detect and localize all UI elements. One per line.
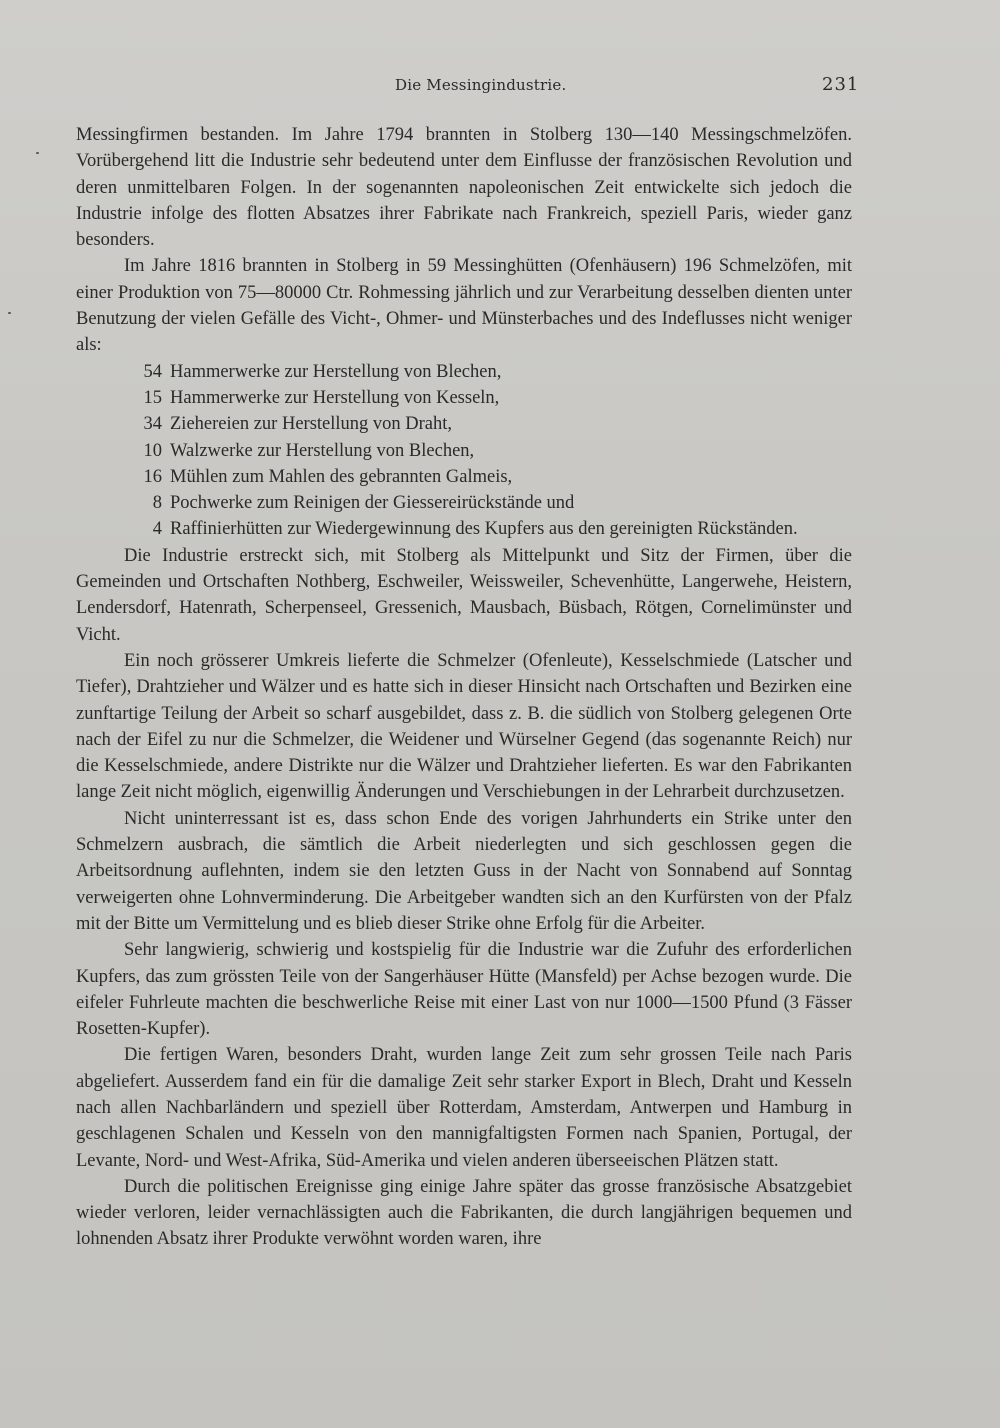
list-item-count: 8 xyxy=(152,493,162,514)
list-item xyxy=(76,385,852,411)
list-item xyxy=(76,359,852,385)
works-list xyxy=(76,359,852,543)
list-item-count: 10 xyxy=(143,440,162,461)
list-item xyxy=(76,490,852,516)
list-item-count: 4 xyxy=(152,519,162,540)
running-title: Die Messingindustrie. xyxy=(395,76,567,94)
list-item-text: Hammerwerke zur Herstellung von Kesseln, xyxy=(170,387,500,408)
list-item-text: Pochwerke zum Reinigen der Giessereirückstände und xyxy=(170,493,575,514)
list-item-count: 15 xyxy=(143,387,162,408)
paragraph: Die Industrie erstreckt sich, mit Stolberg als Mittelpunkt und Sitz der Firmen, über die Gemeinden und Ortschaften Nothberg, Eschweiler, Weissweiler, Schevenhütte, Langerwehe, Heistern, Lendersdorf, Hatenrath, Scherpenseel, Gressenich, Mausbach, Büsbach, Rötgen, Cornelimünster und Vicht. xyxy=(76,545,852,645)
list-item xyxy=(76,464,852,490)
body-text xyxy=(76,122,852,1253)
list-item-count: 34 xyxy=(143,414,162,435)
list-item xyxy=(76,438,852,464)
paragraph: Messingfirmen bestanden. Im Jahre 1794 brannten in Stolberg 130—140 Messingschmelzöfen. Vorübergehend litt die Industrie sehr bedeutend unter dem Einflusse der französischen Revolution und deren unmittelbaren Folgen. In der sogenannten napoleonischen Zeit entwickelte sich jedoch die Industrie infolge des flotten Absatzes ihrer Fabrikate nach Frankreich, speziell Paris, wieder ganz besonders. xyxy=(76,125,852,251)
list-item-text: Hammerwerke zur Herstellung von Blechen, xyxy=(170,361,502,382)
list-item xyxy=(76,411,852,437)
print-speck xyxy=(8,312,11,314)
paragraph: Nicht uninterressant ist es, dass schon Ende des vorigen Jahrhunderts ein Strike unter den Schmelzern ausbrach, die sämtlich die Arbeit niederlegten und sich geschlossen gegen die Arbeitsordnung auflehnten, indem sie den letzten Guss in der Nacht von Sonnabend auf Sonntag verweigerten ohne Lohnverminderung. Die Arbeitgeber wandten sich an den Kurfürsten von der Pfalz mit der Bitte um Vermittelung und es blieb dieser Strike ohne Erfolg für die Arbeiter. xyxy=(76,808,852,934)
list-item-count: 16 xyxy=(143,466,162,487)
list-item xyxy=(76,516,852,542)
paragraph: Ein noch grösserer Umkreis lieferte die Schmelzer (Ofenleute), Kesselschmiede (Latscher und Tiefer), Drahtzieher und Wälzer und es hatte sich in dieser Hinsicht nach Ortschaften und Bezirken eine zunftartige Teilung der Arbeit so scharf ausgebildet, dass z. B. die südlich von Stolberg gelegenen Orte nach der Eifel zu nur die Schmelzer, die Weidener und Würselner Gegend (das sogenannte Reich) nur die Kesselschmiede, andere Distrikte nur die Wälzer und Drahtzieher lieferten. Es war den Fabrikanten lange Zeit nicht möglich, eigenwillig Änderungen und Verschiebungen in der Lehrarbeit durchzusetzen. xyxy=(76,650,852,803)
list-item-text: Raffinierhütten zur Wiedergewinnung des Kupfers aus den gereinigten Rückständen. xyxy=(170,519,798,540)
print-speck xyxy=(36,152,39,154)
paragraph: Die fertigen Waren, besonders Draht, wurden lange Zeit zum sehr grossen Teile nach Paris abgeliefert. Ausserdem fand ein für die damalige Zeit sehr starker Export in Blech, Draht und Kesseln nach allen Nachbarländern und speziell über Rotterdam, Amsterdam, Antwerpen und Hamburg in geschlagenen Schalen und Kesseln von den mannigfaltigsten Formen nach Spanien, Portugal, der Levante, Nord- und West-Afrika, Süd-Amerika und vielen anderen überseeischen Plätzen statt. xyxy=(76,1045,852,1171)
paragraph: Sehr langwierig, schwierig und kostspielig für die Industrie war die Zufuhr des erforderlichen Kupfers, das zum grössten Teile von der Sangerhäuser Hütte (Mansfeld) per Achse bezogen wurde. Die eifeler Fuhrleute machten die beschwerliche Reise mit einer Last von nur 1000—1500 Pfund (3 Fässer Rosetten-Kupfer). xyxy=(76,940,852,1040)
list-item-text: Walzwerke zur Herstellung von Blechen, xyxy=(170,440,475,461)
page-number: 231 xyxy=(822,74,860,95)
list-item-count: 54 xyxy=(143,361,162,382)
paragraph: Durch die politischen Ereignisse ging einige Jahre später das grosse französische Absatzgebiet wieder verloren, leider vernachlässigten auch die Fabrikanten, die durch langjährigen bequemen und lohnenden Absatz ihrer Produkte verwöhnt worden waren, ihre xyxy=(76,1176,852,1250)
list-item-text: Mühlen zum Mahlen des gebrannten Galmeis, xyxy=(170,466,513,487)
list-item-text: Ziehereien zur Herstellung von Draht, xyxy=(170,414,453,435)
paragraph: Im Jahre 1816 brannten in Stolberg in 59 Messinghütten (Ofenhäusern) 196 Schmelzöfen, mit einer Produktion von 75—80000 Ctr. Rohmessing jährlich und zur Verarbeitung desselben dienten unter Benutzung der vielen Gefälle des Vicht-, Ohmer- und Münsterbaches und des Indeflusses nicht weniger als: xyxy=(76,256,852,356)
